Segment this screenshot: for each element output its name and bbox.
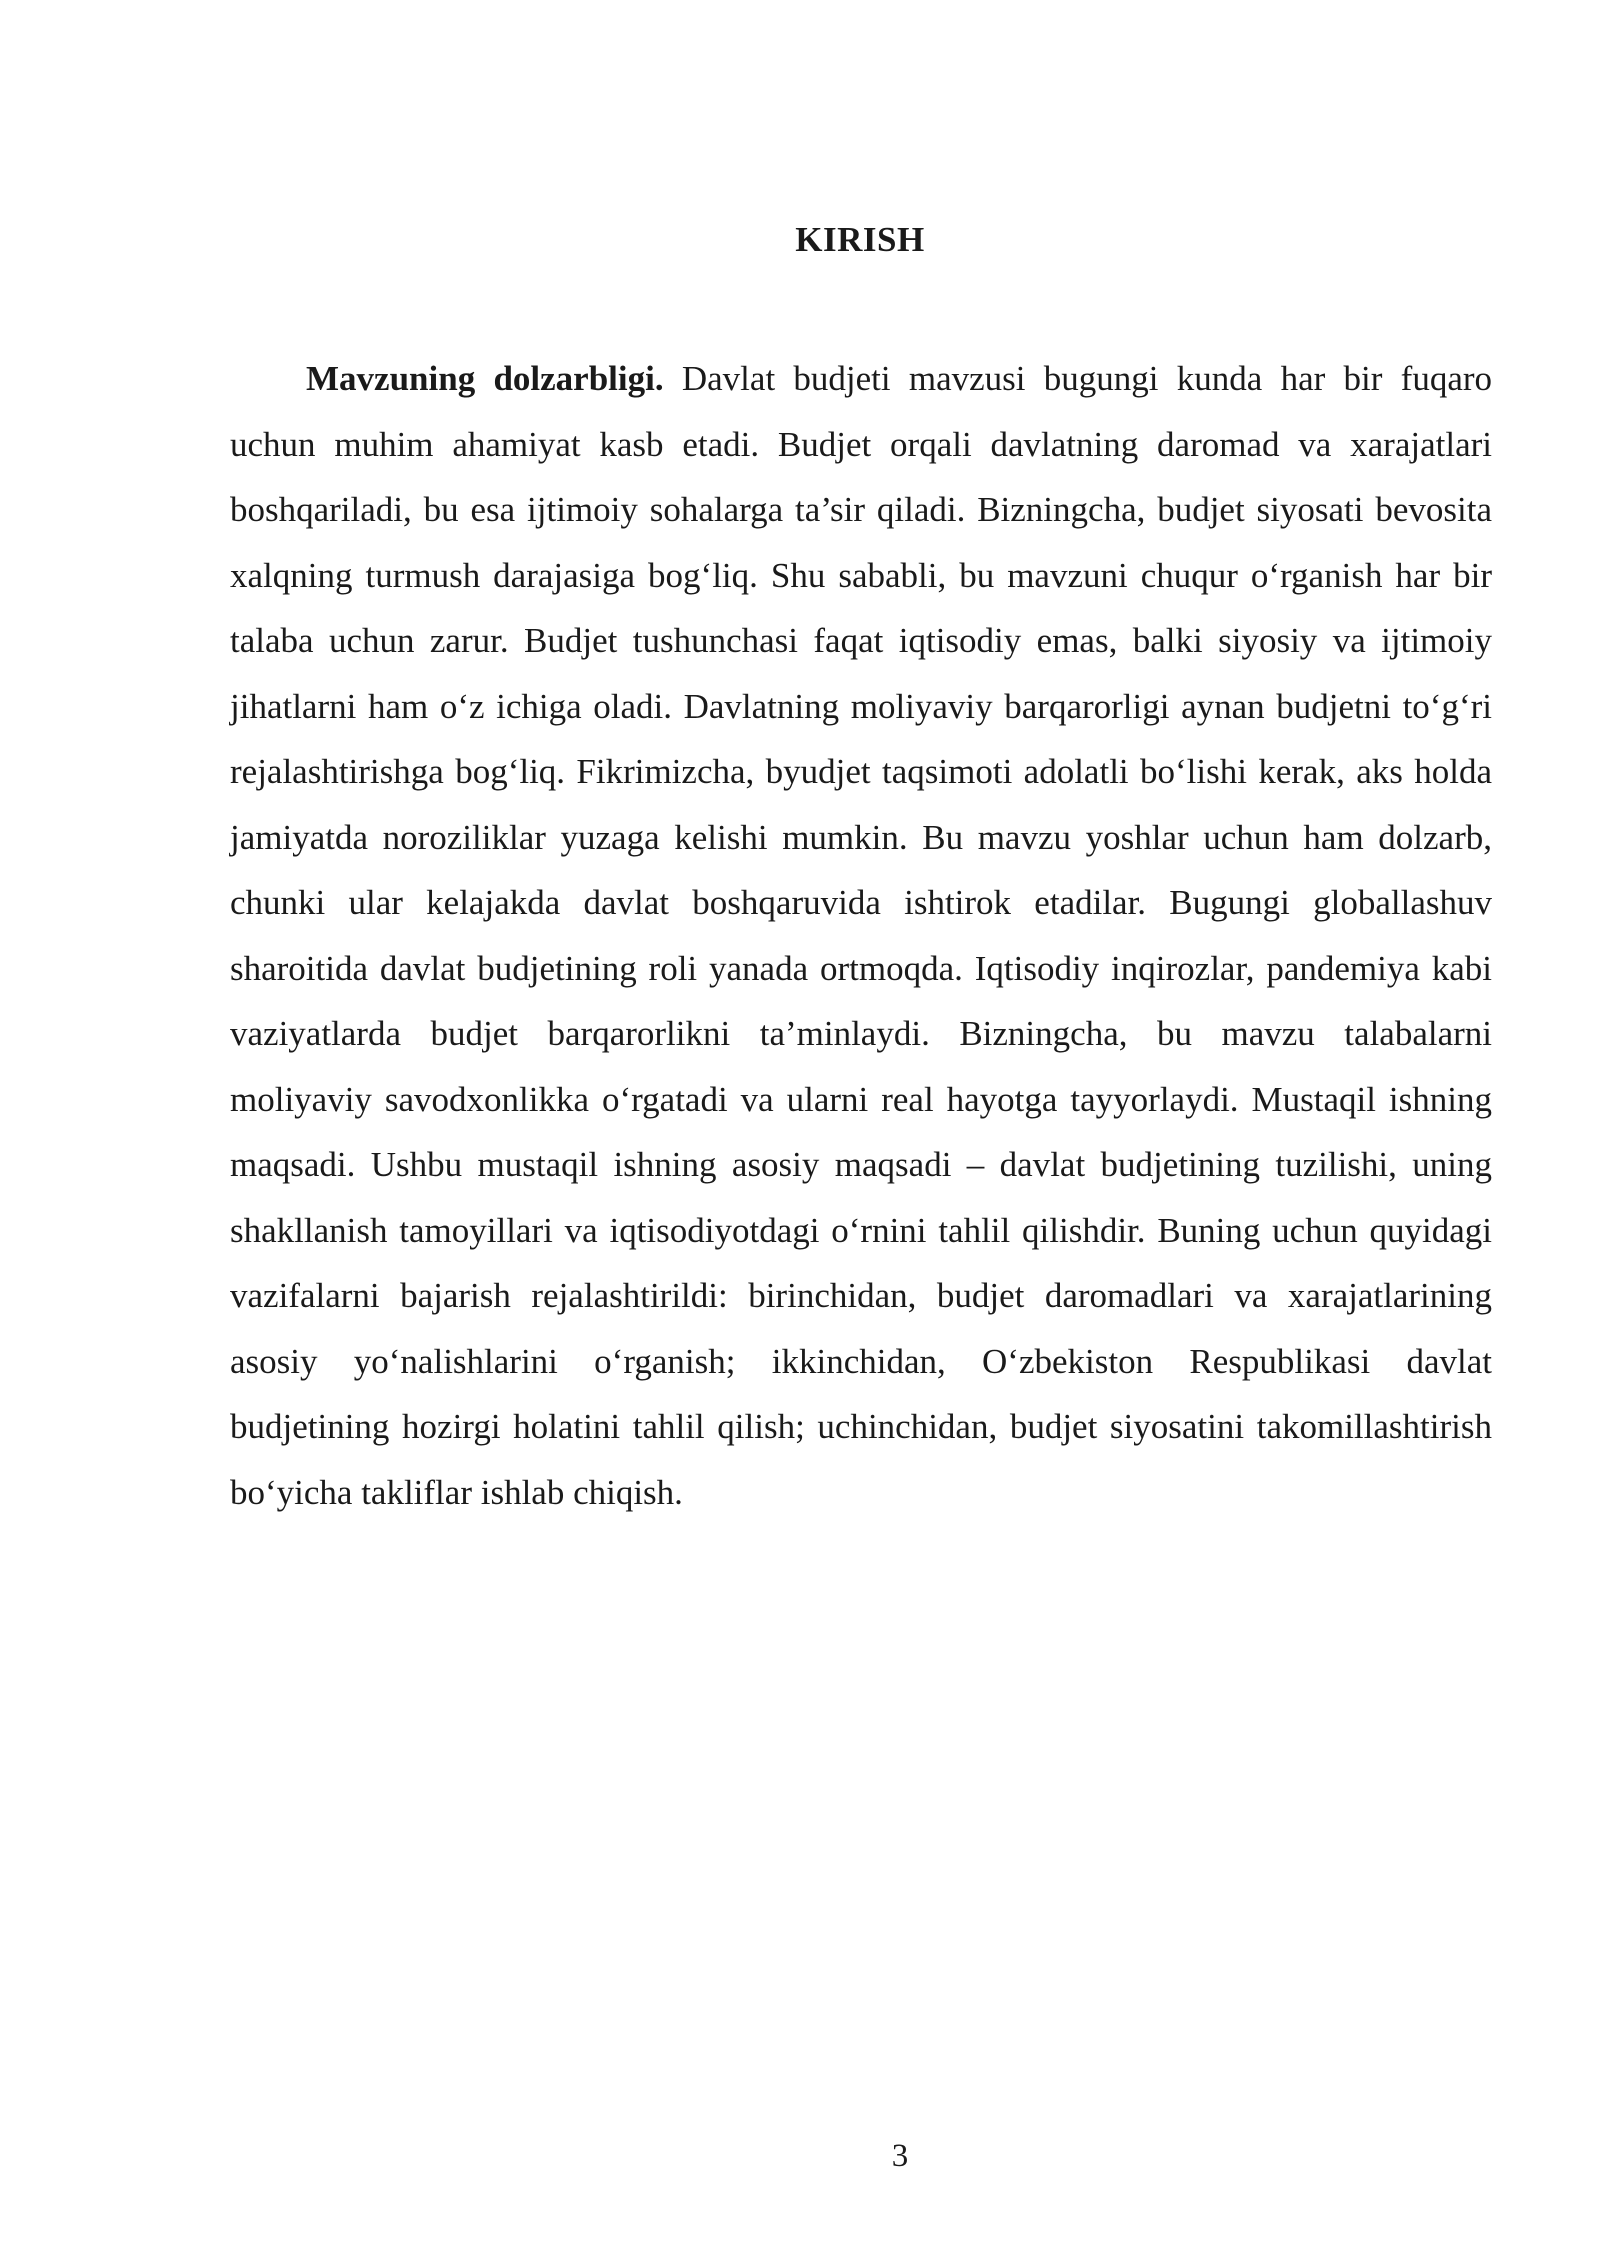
page-number: 3 bbox=[891, 2138, 909, 2174]
paragraph-text: Davlat budjeti mavzusi bugungi kunda har bir fuqaro uchun muhim ahamiyat kasb etadi. Budjet orqali davlatning daromad va xarajatlari boshqariladi, bu esa ijtimoiy sohalarga ta’sir qiladi. Bizningcha, budjet siyosati bevosita xalqning turmush darajasiga bog‘liq. Shu sababli, bu mavzuni chuqur o‘rganish har bir talaba uchun zarur. Budjet tushunchasi faqat iqtisodiy emas, balki siyosiy va ijtimoiy jihatlarni ham o‘z ichiga oladi. Davlatning moliyaviy barqarorligi aynan budjetni to‘g‘ri rejalashtirishga bog‘liq. Fikrimizcha, byudjet taqsimoti adolatli bo‘lishi kerak, aks holda jamiyatda noroziliklar yuzaga kelishi mumkin. Bu mavzu yoshlar uchun ham dolzarb, chunki ular kelajakda davlat boshqaruvida ishtirok etadilar. Bugungi globallashuv sharoitida davlat budjetining roli yanada ortmoqda. Iqtisodiy inqirozlar, pandemiya kabi vaziyatlarda budjet barqarorlikni ta’minlaydi. Bizningcha, bu mavzu talabalarni moliyaviy savodxonlikka o‘rgatadi va ularni real hayotga tayyorlaydi. Mustaqil ishning maqsadi. Ushbu mustaqil ishning asosiy maqsadi – davlat budjetining tuzilishi, uning shakllanish tamoyillari va iqtisodiyotdagi o‘rnini tahlil qilishdir. Buning uchun quyidagi vazifalarni bajarish rejalashtirildi: birinchidan, budjet daromadlari va xarajatlarining asosiy yo‘nalishlarini o‘rganish; ikkinchidan, O‘zbekiston Respublikasi davlat budjetining hozirgi holatini tahlil qilish; uchinchidan, budjet siyosatini takomillashtirish bo‘yicha takliflar ishlab chiqish. bbox=[230, 359, 1493, 1512]
paragraph-lead-heading: Mavzuning dolzarbligi. bbox=[306, 359, 664, 398]
body-paragraph bbox=[230, 346, 1492, 1525]
page-title: KIRISH bbox=[795, 220, 925, 259]
